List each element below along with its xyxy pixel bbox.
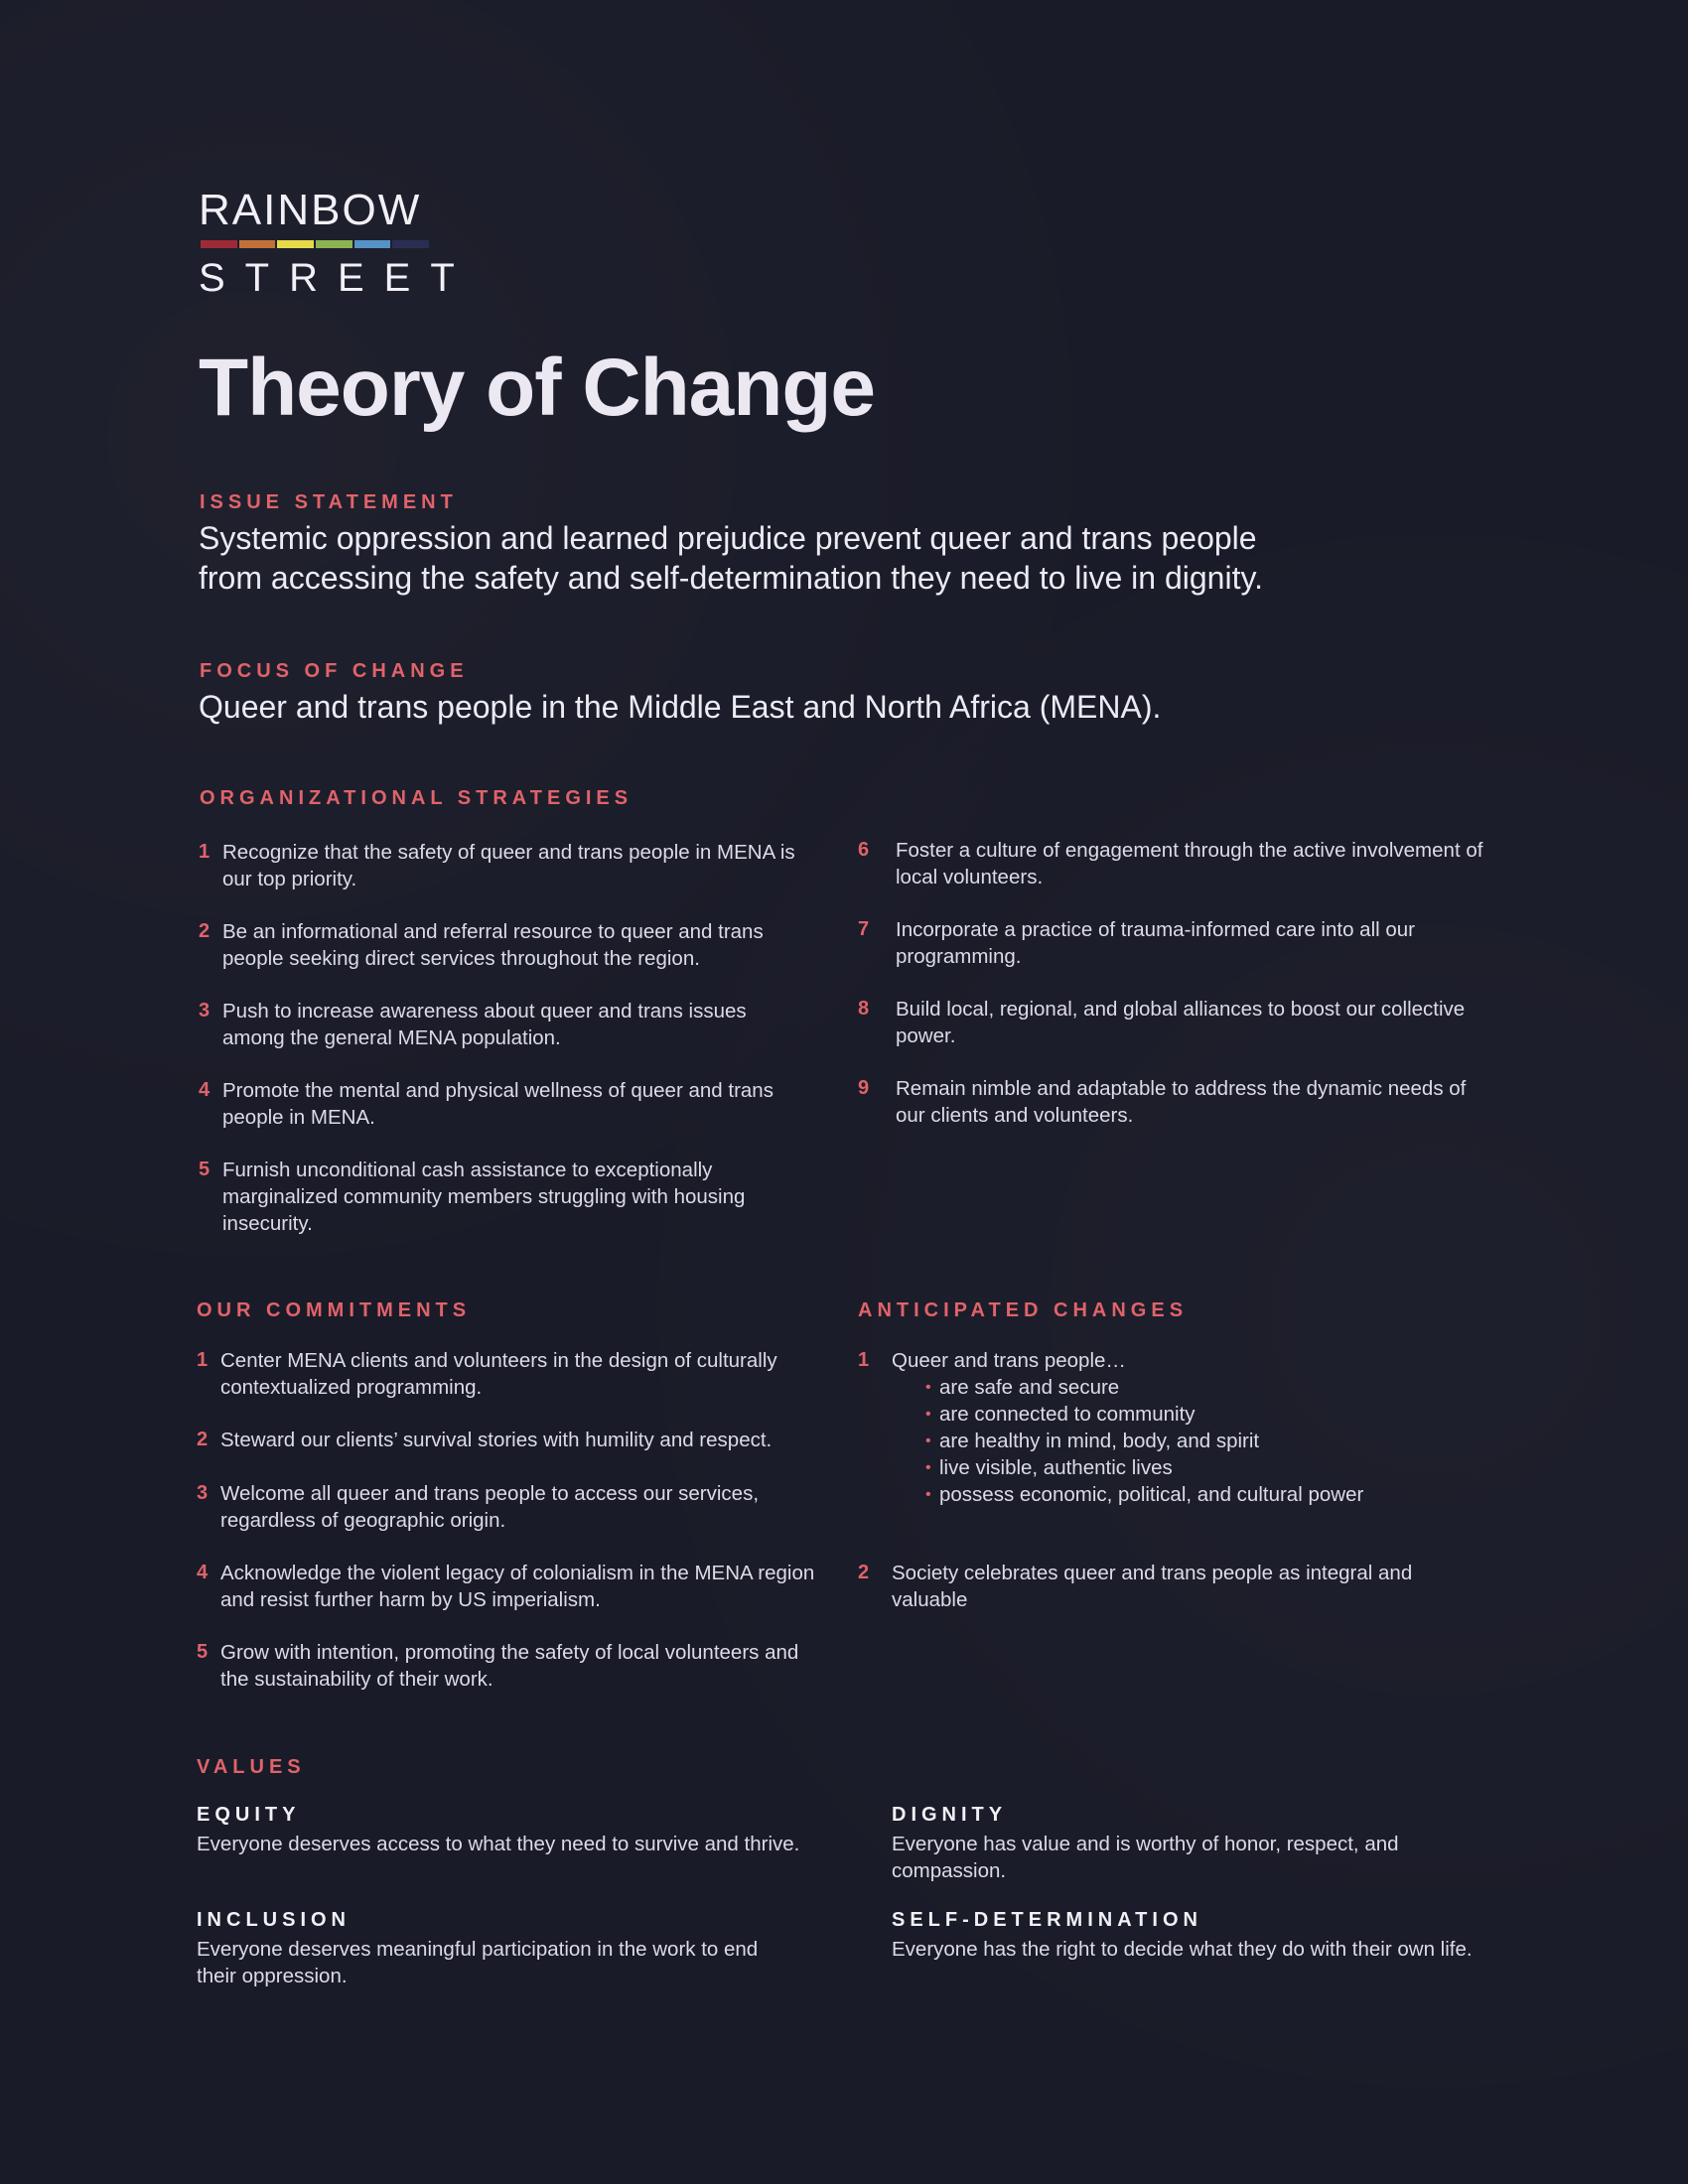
item-number: 4 bbox=[199, 1079, 211, 1101]
item-number: 8 bbox=[858, 998, 870, 1020]
item-number: 4 bbox=[197, 1562, 209, 1583]
issue-statement-text bbox=[199, 518, 1390, 598]
item-number: 3 bbox=[199, 1000, 211, 1022]
item-text: Recognize that the safety of queer and trans people in MENA is our top priority. bbox=[222, 841, 795, 890]
item-number: 1 bbox=[858, 1349, 870, 1371]
item-number: 6 bbox=[858, 839, 870, 861]
list-item bbox=[892, 1428, 1487, 1454]
item-number: 5 bbox=[199, 1159, 211, 1180]
bullet-text: live visible, authentic lives bbox=[939, 1456, 1173, 1479]
logo-top-text: RAINBOW bbox=[199, 186, 422, 234]
item-number: 5 bbox=[197, 1641, 209, 1663]
value-inclusion bbox=[197, 1910, 792, 1989]
item-text: Push to increase awareness about queer and trans issues among the general MENA population. bbox=[222, 1000, 747, 1049]
item-text: Foster a culture of engagement through the active involvement of local volunteers. bbox=[896, 839, 1483, 888]
bullet-icon: • bbox=[925, 1406, 931, 1423]
value-heading: DIGNITY bbox=[892, 1804, 1008, 1826]
stripe-segment bbox=[354, 240, 391, 248]
item-text: Furnish unconditional cash assistance to exceptionally marginalized community members struggling with housing insecurity. bbox=[222, 1159, 746, 1235]
item-text: Society celebrates queer and trans people as integral and valuable bbox=[892, 1562, 1413, 1611]
strategy-item bbox=[199, 1077, 814, 1137]
page-title: Theory of Change bbox=[199, 342, 876, 433]
value-heading: EQUITY bbox=[197, 1804, 301, 1826]
stripe-segment bbox=[201, 240, 237, 248]
bullet-icon: • bbox=[925, 1459, 931, 1476]
item-number: 7 bbox=[858, 918, 870, 940]
item-number: 1 bbox=[199, 841, 211, 863]
item-text: Queer and trans people… bbox=[892, 1349, 1126, 1372]
bullet-text: are healthy in mind, body, and spirit bbox=[939, 1430, 1260, 1452]
value-text: Everyone has value and is worthy of honor, respect, and compassion. bbox=[892, 1833, 1399, 1882]
change-item bbox=[858, 1347, 1493, 1506]
bullet-text: are safe and secure bbox=[939, 1376, 1120, 1399]
item-text: Welcome all queer and trans people to access our services, regardless of geographic origin. bbox=[220, 1482, 760, 1532]
commitments-label: OUR COMMITMENTS bbox=[197, 1299, 472, 1321]
bullet-text: possess economic, political, and cultural power bbox=[939, 1483, 1364, 1506]
anticipated-changes-label: ANTICIPATED CHANGES bbox=[858, 1299, 1189, 1321]
item-number: 3 bbox=[197, 1482, 209, 1504]
strategy-item bbox=[858, 837, 1493, 896]
value-heading: SELF-DETERMINATION bbox=[892, 1909, 1202, 1931]
commitment-item bbox=[197, 1427, 822, 1456]
bullet-icon: • bbox=[925, 1379, 931, 1396]
strategy-item bbox=[858, 996, 1493, 1055]
bullet-text: are connected to community bbox=[939, 1403, 1196, 1426]
strategy-item bbox=[858, 916, 1493, 976]
item-number: 2 bbox=[858, 1562, 870, 1583]
strategy-item bbox=[199, 918, 814, 978]
value-text: Everyone deserves access to what they need to survive and thrive. bbox=[197, 1833, 800, 1855]
strategies-label: ORGANIZATIONAL STRATEGIES bbox=[200, 787, 633, 809]
focus-of-change-label: FOCUS OF CHANGE bbox=[200, 660, 469, 682]
commitment-item bbox=[197, 1480, 822, 1540]
issue-statement-label: ISSUE STATEMENT bbox=[200, 491, 458, 513]
bullet-icon: • bbox=[925, 1433, 931, 1449]
strategy-item bbox=[199, 1157, 814, 1241]
stripe-segment bbox=[316, 240, 352, 248]
change-item bbox=[858, 1560, 1493, 1619]
change-bullet-list bbox=[892, 1374, 1487, 1508]
change-item-body bbox=[892, 1347, 1487, 1508]
item-number: 1 bbox=[197, 1349, 209, 1371]
item-text: Center MENA clients and volunteers in the design of culturally contextualized programming. bbox=[220, 1349, 777, 1399]
strategy-item bbox=[199, 839, 814, 898]
value-equity bbox=[197, 1805, 812, 1857]
value-heading: INCLUSION bbox=[197, 1909, 351, 1931]
item-text: Acknowledge the violent legacy of colonialism in the MENA region and resist further harm by US imperialism. bbox=[220, 1562, 815, 1611]
strategy-item bbox=[858, 1075, 1493, 1135]
strategy-item bbox=[199, 998, 814, 1057]
commitment-item bbox=[197, 1639, 822, 1699]
value-dignity bbox=[892, 1805, 1487, 1884]
item-text: Remain nimble and adaptable to address the dynamic needs of our clients and volunteers. bbox=[896, 1077, 1467, 1127]
item-text: Grow with intention, promoting the safety of local volunteers and the sustainability of their work. bbox=[220, 1641, 799, 1691]
logo-rainbow-stripe bbox=[201, 240, 431, 248]
stripe-segment bbox=[277, 240, 314, 248]
value-self-determination bbox=[892, 1910, 1487, 1963]
item-number: 2 bbox=[197, 1429, 209, 1450]
value-text: Everyone deserves meaningful participation in the work to end their oppression. bbox=[197, 1938, 759, 1987]
item-number: 9 bbox=[858, 1077, 870, 1099]
commitment-item bbox=[197, 1347, 822, 1407]
focus-of-change-text: Queer and trans people in the Middle East and North Africa (MENA). bbox=[199, 689, 1162, 725]
issue-line-1: Systemic oppression and learned prejudice prevent queer and trans people bbox=[199, 520, 1257, 556]
stripe-segment bbox=[239, 240, 276, 248]
list-item bbox=[892, 1481, 1487, 1508]
item-text: Promote the mental and physical wellness of queer and trans people in MENA. bbox=[222, 1079, 774, 1129]
item-text: Be an informational and referral resource to queer and trans people seeking direct services throughout the region. bbox=[222, 920, 764, 970]
item-text: Steward our clients’ survival stories with humility and respect. bbox=[220, 1429, 773, 1451]
item-text: Build local, regional, and global alliances to boost our collective power. bbox=[896, 998, 1466, 1047]
values-label: VALUES bbox=[197, 1756, 306, 1778]
bullet-icon: • bbox=[925, 1486, 931, 1503]
commitment-item bbox=[197, 1560, 822, 1619]
item-number: 2 bbox=[199, 920, 211, 942]
list-item bbox=[892, 1454, 1487, 1481]
stripe-segment bbox=[392, 240, 429, 248]
item-text: Incorporate a practice of trauma-informed care into all our programming. bbox=[896, 918, 1416, 968]
list-item bbox=[892, 1374, 1487, 1401]
logo-bottom-text: STREET bbox=[199, 256, 475, 300]
list-item bbox=[892, 1401, 1487, 1428]
issue-line-2: from accessing the safety and self-determination they need to live in dignity. bbox=[199, 560, 1263, 596]
value-text: Everyone has the right to decide what they do with their own life. bbox=[892, 1938, 1473, 1961]
